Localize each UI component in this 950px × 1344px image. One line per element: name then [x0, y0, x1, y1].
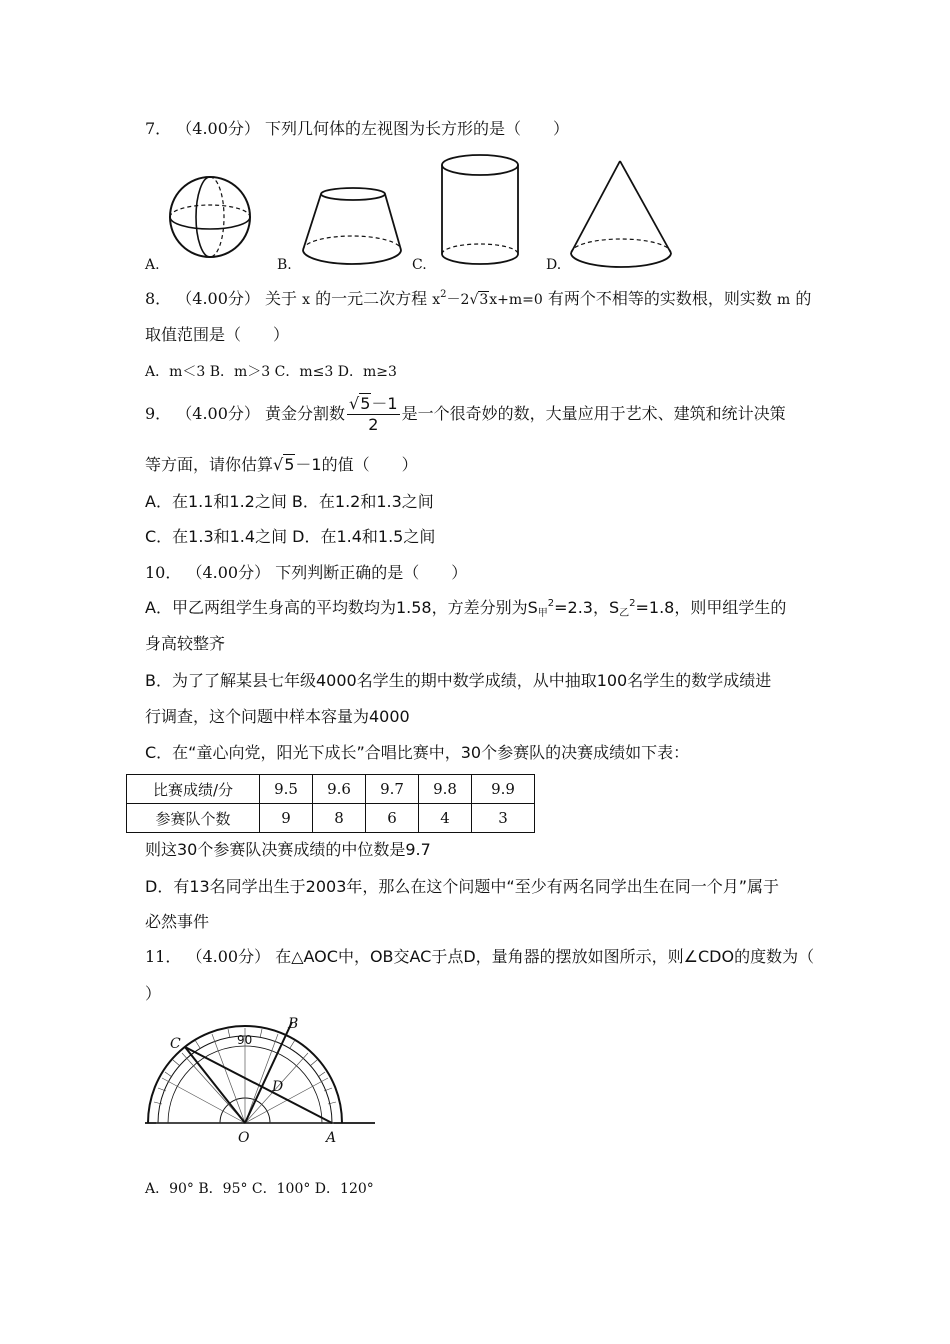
- q10-text: 下列判断正确的是（ ）: [275, 563, 468, 582]
- q10-option-c-line2: 则这30个参赛队决赛成绩的中位数是9.7: [145, 840, 431, 859]
- q11-stem: [145, 946, 814, 968]
- q7-option-d: D.: [546, 257, 562, 273]
- q10-score: （4.00分）: [186, 563, 271, 582]
- table-cell: 4: [419, 804, 472, 833]
- point-b-label: B: [288, 1016, 299, 1032]
- q11-number: 11．: [145, 947, 182, 966]
- q10-option-d: D．有13名同学出生于2003年，那么在这个问题中“至少有两名同学出生在同一个月”属于: [145, 877, 779, 896]
- q9-post: 是一个很奇妙的数，大量应用于艺术、建筑和统计决策: [401, 404, 786, 423]
- cylinder-icon: [438, 152, 528, 272]
- q8-options: A．m＜3 B．m＞3 C．m≤3 D．m≥3: [145, 364, 397, 380]
- q8-post2: 的: [795, 289, 812, 308]
- q7-text: 下列几何体的左视图为长方形的是（ ）: [265, 119, 570, 138]
- q8-pre: 关于: [265, 289, 298, 308]
- q8-var-x: x: [302, 292, 311, 308]
- cone-icon: [568, 155, 678, 275]
- point-c-label: C: [170, 1036, 181, 1052]
- table-cell: 8: [313, 804, 366, 833]
- table-row: [127, 775, 535, 804]
- q7-stem: [145, 118, 569, 140]
- table-header-score: 比赛成绩/分: [127, 775, 260, 804]
- table-cell: 3: [472, 804, 535, 833]
- q11-options: A．90° B．95° C．100° D．120°: [145, 1181, 374, 1197]
- q11-line2: ）: [145, 984, 162, 1003]
- q10-option-d-line2: 必然事件: [145, 912, 210, 931]
- table-cell: 9.5: [260, 775, 313, 804]
- sphere-icon: [165, 165, 255, 275]
- q7-option-b: B.: [277, 257, 292, 273]
- table-row: [127, 804, 535, 833]
- point-o-label: O: [238, 1130, 250, 1146]
- q10-option-a-line2: 身高较整齐: [145, 634, 226, 653]
- q8-post: 有两个不相等的实数根，则实数: [547, 289, 772, 308]
- q9-options-cd: C．在1.3和1.4之间 D．在1.4和1.5之间: [145, 527, 436, 546]
- q7-score: （4.00分）: [176, 119, 260, 138]
- q7-option-c: C.: [412, 257, 427, 273]
- q8-var-m: m: [777, 292, 791, 308]
- q10-option-a: A．甲乙两组学生身高的平均数均为1.58，方差分别为$S_甲^2=2.3$，$S_乙^2=1.8$，则甲组学生的: [145, 598, 787, 619]
- q9-line2: 等方面，请你估算√5－1的值（ ）: [145, 455, 418, 474]
- q8-equation: $x^2-2√3x+m=0$: [432, 289, 543, 308]
- q8-stem: [145, 288, 811, 311]
- table-cell: 9.9: [472, 775, 535, 804]
- q10-number: 10．: [145, 563, 182, 582]
- q7-number: 7．: [145, 119, 172, 138]
- point-a-label: A: [326, 1130, 337, 1146]
- table-cell: 9.7: [366, 775, 419, 804]
- score-table: [126, 774, 535, 833]
- q10-option-c: C．在“童心向党，阳光下成长”合唱比赛中，30个参赛队的决赛成绩如下表：: [145, 743, 690, 762]
- q8-score: （4.00分）: [176, 289, 260, 308]
- golden-ratio-fraction: $\frac{√5-1}{2}$: [349, 394, 398, 434]
- q11-score: （4.00分）: [186, 947, 271, 966]
- point-d-label: D: [272, 1079, 284, 1095]
- q9-stem: [145, 394, 786, 435]
- q10-option-b: B．为了了解某县七年级4000名学生的期中数学成绩，从中抽取100名学生的数学成绩进: [145, 671, 772, 690]
- table-cell: 9.6: [313, 775, 366, 804]
- q9-number: 9．: [145, 404, 172, 423]
- q10-stem: [145, 562, 467, 584]
- table-cell: 9.8: [419, 775, 472, 804]
- q8-line2: 取值范围是（ ）: [145, 325, 290, 344]
- protractor-90-label: 90: [237, 1033, 253, 1047]
- table-header-count: 参赛队个数: [127, 804, 260, 833]
- table-cell: 6: [366, 804, 419, 833]
- q8-number: 8．: [145, 289, 172, 308]
- frustum-icon: [298, 182, 408, 272]
- q11-text: 在△AOC中，OB交AC于点D，量角器的摆放如图所示，则∠CDO的度数为（: [275, 947, 815, 966]
- q9-pre: 黄金分割数: [265, 404, 346, 423]
- q7-option-a: A.: [145, 257, 160, 273]
- q9-options-ab: A．在1.1和1.2之间 B．在1.2和1.3之间: [145, 492, 434, 511]
- q8-mid: 的一元二次方程: [315, 289, 428, 308]
- q10-option-b-line2: 行调查，这个问题中样本容量为4000: [145, 707, 410, 726]
- table-cell: 9: [260, 804, 313, 833]
- q9-score: （4.00分）: [176, 404, 260, 423]
- protractor-figure: [140, 1012, 380, 1147]
